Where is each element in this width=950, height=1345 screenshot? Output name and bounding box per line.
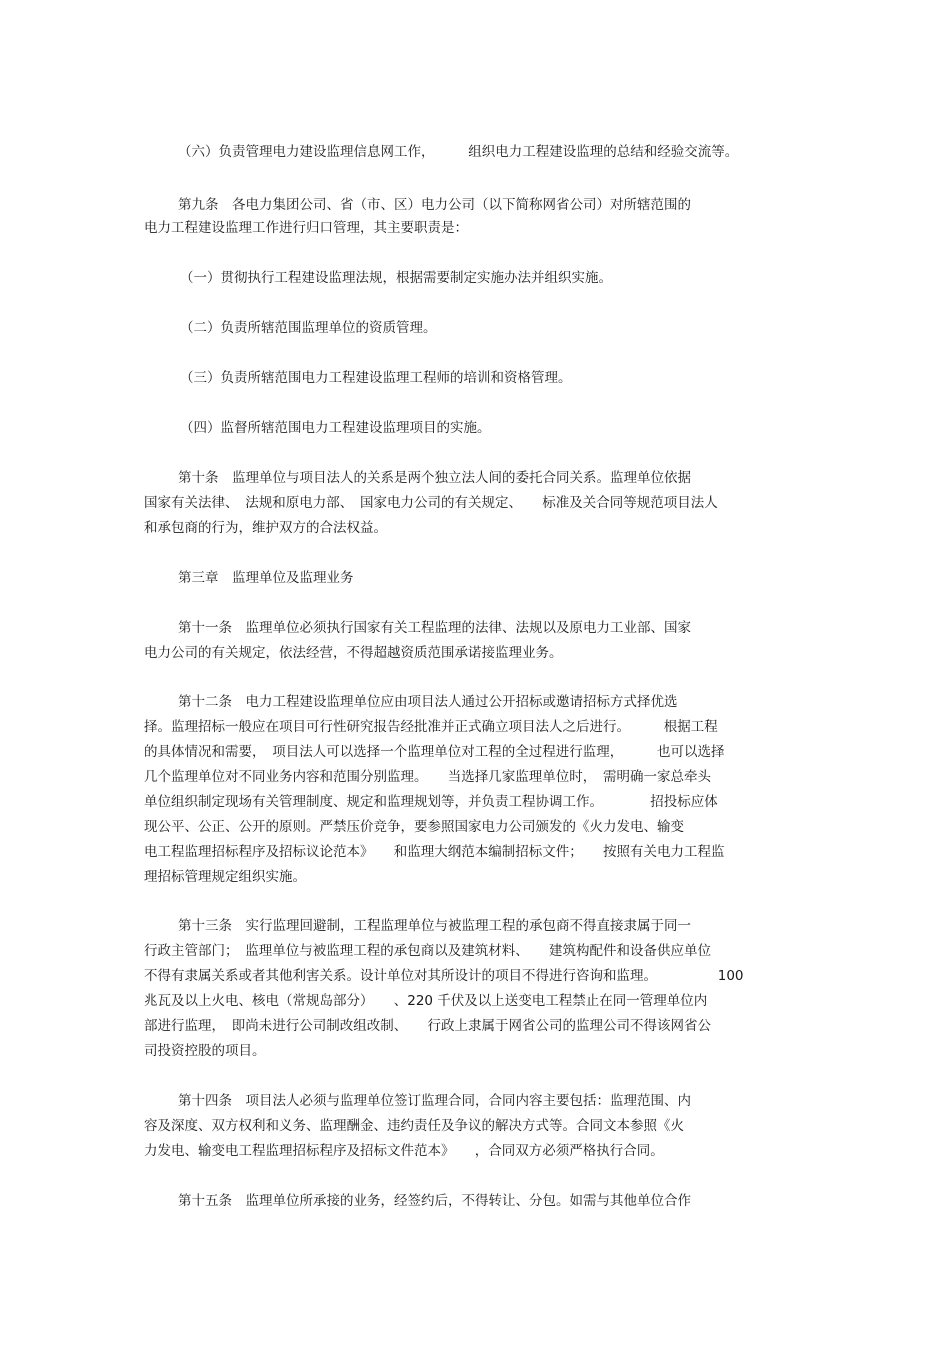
paragraph-line: 行政主管部门； 监理单位与被监理工程的承包商以及建筑材料、 建筑构配件和设备供应单位 — [144, 943, 711, 959]
paragraph-line: 理招标管理规定组织实施。 — [144, 869, 306, 885]
paragraph-line: 不得有隶属关系或者其他利害关系。设计单位对其所设计的项目不得进行咨询和监理。 100 — [144, 968, 744, 984]
paragraph-line: 第九条 各电力集团公司、省（市、区）电力公司（以下简称网省公司）对所辖范围的 — [178, 197, 691, 213]
paragraph-line: （六）负责管理电力建设监理信息网工作， 组织电力工程建设监理的总结和经验交流等。 — [178, 144, 739, 160]
paragraph-line: 和承包商的行为，维护双方的合法权益。 — [144, 520, 387, 536]
list-item: （二）负责所辖范围监理单位的资质管理。 — [180, 320, 437, 336]
paragraph-line: 第十二条 电力工程建设监理单位应由项目法人通过公开招标或邀请招标方式择优选 — [178, 694, 678, 710]
paragraph-line: 第十一条 监理单位必须执行国家有关工程监理的法律、法规以及原电力工业部、国家 — [178, 620, 691, 636]
paragraph-line: 兆瓦及以上火电、核电（常规岛部分） 、220 千伏及以上送变电工程禁止在同一管理单位内 — [144, 993, 708, 1009]
paragraph-line: 国家有关法律、 法规和原电力部、 国家电力公司的有关规定、 标准及关合同等规范项目法人 — [144, 495, 718, 511]
paragraph-line: 司投资控股的项目。 — [144, 1043, 266, 1059]
paragraph-line: 部进行监理， 即尚未进行公司制改组改制、 行政上隶属于网省公司的监理公司不得该网省公 — [144, 1018, 711, 1034]
paragraph-line: 几个监理单位对不同业务内容和范围分别监理。 当选择几家监理单位时， 需明确一家总牵头 — [144, 769, 711, 785]
paragraph-line: 的具体情况和需要， 项目法人可以选择一个监理单位对工程的全过程进行监理， 也可以选择 — [144, 744, 725, 760]
paragraph-line: 电力工程建设监理工作进行归口管理，其主要职责是： — [144, 220, 468, 236]
paragraph-line: 现公平、公正、公开的原则。严禁压价竞争，要参照国家电力公司颁发的《火力发电、输变 — [144, 819, 684, 835]
paragraph-line: 电力公司的有关规定，依法经营，不得超越资质范围承诺接监理业务。 — [144, 645, 563, 661]
paragraph-line: 电工程监理招标程序及招标议论范本》 和监理大纲范本编制招标文件； 按照有关电力工程监 — [144, 844, 725, 860]
list-item: （四）监督所辖范围电力工程建设监理项目的实施。 — [180, 420, 491, 436]
paragraph-line: 第十四条 项目法人必须与监理单位签订监理合同，合同内容主要包括：监理范围、内 — [178, 1093, 691, 1109]
paragraph-line: 力发电、输变电工程监理招标程序及招标文件范本》 ，合同双方必须严格执行合同。 — [144, 1143, 664, 1159]
paragraph-line: 第十五条 监理单位所承接的业务，经签约后，不得转让、分包。如需与其他单位合作 — [178, 1193, 691, 1209]
paragraph-line: 容及深度、双方权利和义务、监理酬金、违约责任及争议的解决方式等。合同文本参照《火 — [144, 1118, 684, 1134]
chapter-heading: 第三章 监理单位及监理业务 — [178, 570, 354, 586]
list-item: （一）贯彻执行工程建设监理法规，根据需要制定实施办法并组织实施。 — [180, 270, 612, 286]
paragraph-line: 单位组织制定现场有关管理制度、规定和监理规划等，并负责工程协调工作。 招投标应体 — [144, 794, 718, 810]
list-item: （三）负责所辖范围电力工程建设监理工程师的培训和资格管理。 — [180, 370, 572, 386]
paragraph-line: 第十条 监理单位与项目法人的关系是两个独立法人间的委托合同关系。监理单位依据 — [178, 470, 691, 486]
paragraph-line: 择。监理招标一般应在项目可行性研究报告经批准并正式确立项目法人之后进行。 根据工程 — [144, 719, 718, 735]
paragraph-line: 第十三条 实行监理回避制，工程监理单位与被监理工程的承包商不得直接隶属于同一 — [178, 918, 691, 934]
